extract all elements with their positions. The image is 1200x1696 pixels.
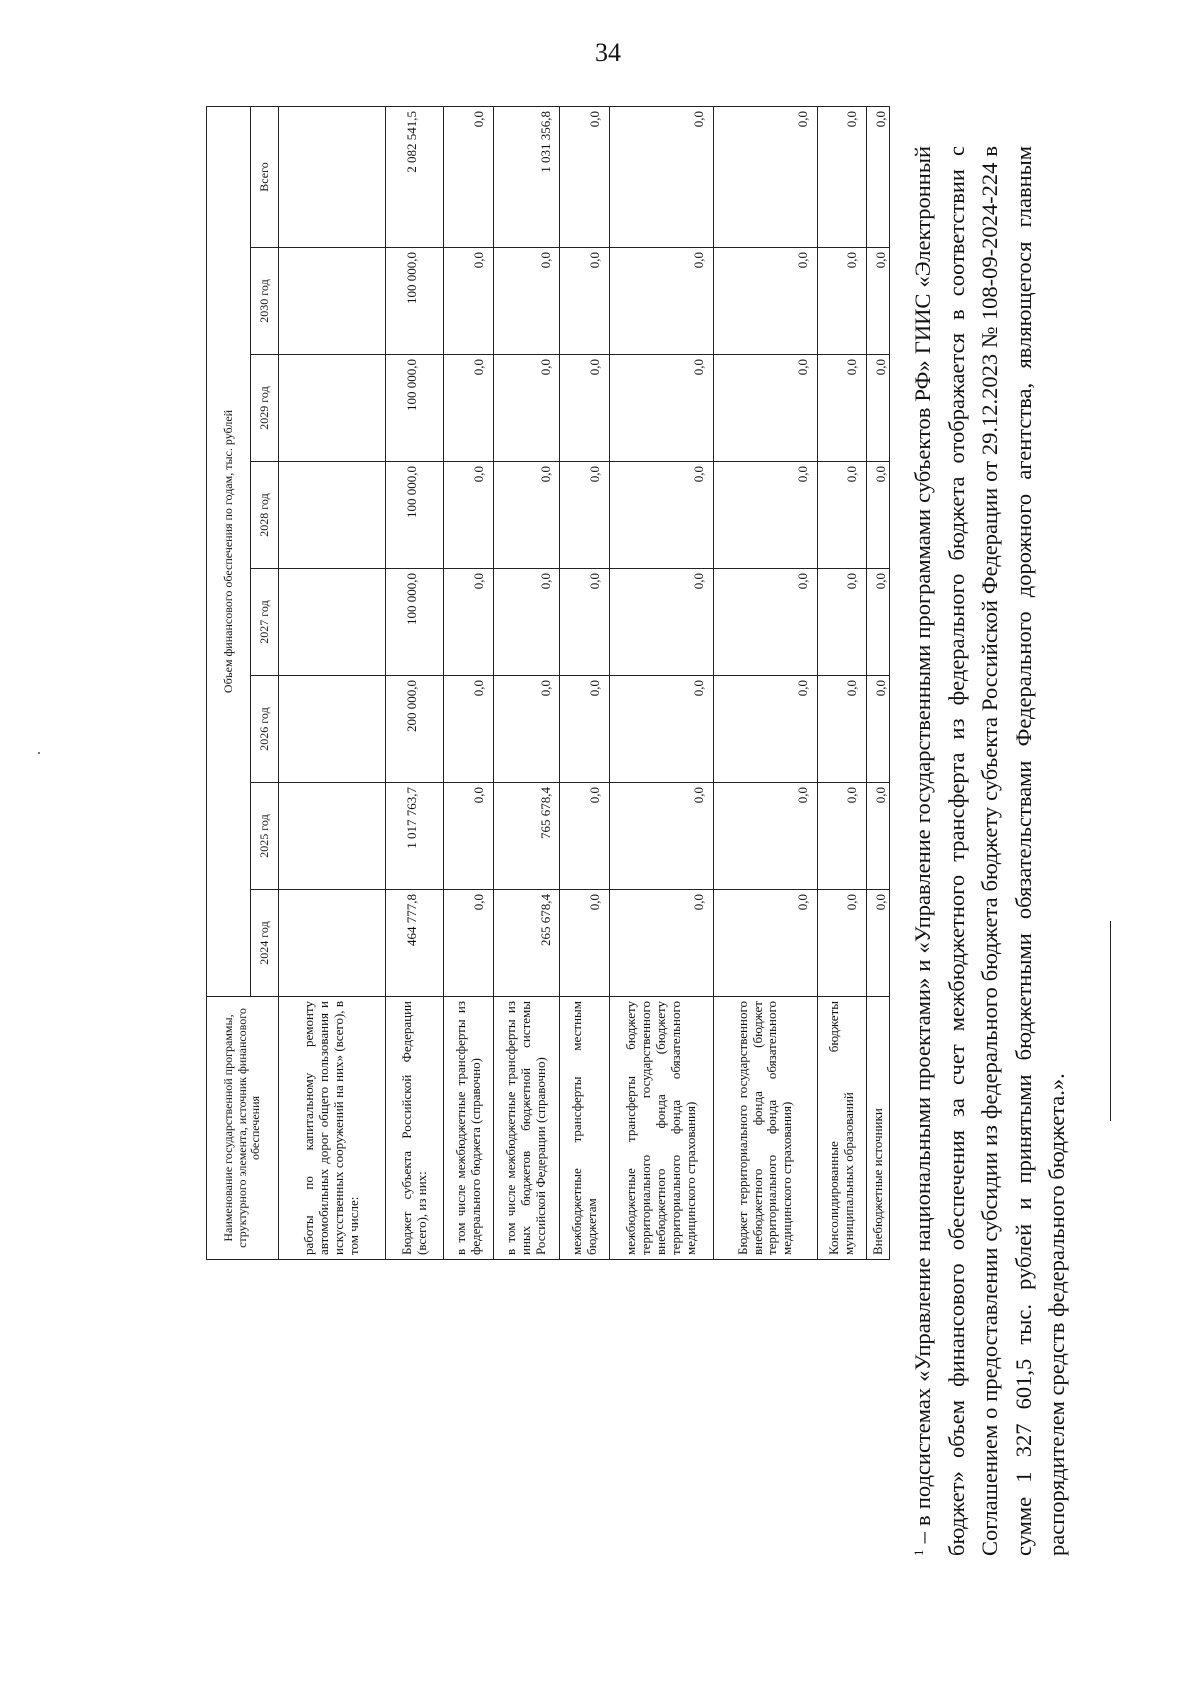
value-cell: 0,0 [867,106,890,247]
value-cell: 0,0 [493,248,560,355]
value-cell: 0,0 [713,355,817,462]
row-name-cell: в том числе межбюджетные трансферты из иных бюджетов бюджетной системы Российской Федерации (справочно) [493,997,560,1260]
value-cell: 100 000,0 [385,462,444,569]
value-cell: 0,0 [713,569,817,676]
value-cell: 0,0 [609,462,713,569]
footnote-separator [1110,921,1111,1121]
value-cell: 100 000,0 [385,355,444,462]
row-name-cell: межбюджетные трансферты бюджету территориального государственного внебюджетного фонда (бюджету территориального фонда обязательного медицинского страхования) [609,997,713,1260]
row-name-cell: Внебюджетные источники [867,997,890,1260]
value-cell: 0,0 [609,676,713,783]
value-cell: 2 082 541,5 [385,106,444,247]
value-cell [279,783,386,890]
value-cell [279,890,386,997]
value-cell: 0,0 [444,890,493,997]
table-row [867,106,890,1259]
value-cell: 0,0 [444,676,493,783]
table-row [279,106,386,1259]
value-cell: 0,0 [444,783,493,890]
value-cell: 0,0 [560,106,609,247]
financing-table [206,106,890,1260]
value-cell: 0,0 [560,462,609,569]
table-body [279,106,890,1259]
value-cell: 0,0 [609,248,713,355]
table-row [444,106,493,1259]
value-cell: 0,0 [444,106,493,247]
value-cell [279,569,386,676]
value-cell: 0,0 [609,783,713,890]
value-cell: 0,0 [713,248,817,355]
value-cell: 0,0 [817,569,866,676]
row-name-cell: Бюджет территориального государственного внебюджетного фонда (бюджет территориального фонда обязательного медицинского страхования) [713,997,817,1260]
footnote-text: – в подсистемах «Управление национальными проектами» и «Управление государственными программами субъектов РФ» ГИИС «Электронный бюджет» объем финансового обеспечения за счет межбюджетного трансферта из федерального бюджета отображается в соответствии с Соглашением о предоставлении субсидии из федерального бюджета бюджету субъекта Российской Федерации от 29.12.2023 № 108-09-2024-224 в сумме 1 327 601,5 тыс. рублей и принятыми бюджетными обязательствами Федерального дорожного агентства, являющегося главным распорядителем средств федерального бюджета.». [910,146,1070,1556]
value-cell: 0,0 [713,783,817,890]
value-cell: 0,0 [493,569,560,676]
value-cell: 1 017 763,7 [385,783,444,890]
value-cell: 100 000,0 [385,569,444,676]
year-column-header: Всего [251,106,279,247]
table-row [713,106,817,1259]
row-name-cell: Бюджет субъекта Российской Федерации (всего), из них: [385,997,444,1260]
value-cell: 0,0 [560,890,609,997]
value-cell: 0,0 [867,248,890,355]
value-cell: 0,0 [609,106,713,247]
value-cell [279,248,386,355]
footnote [906,146,1074,1556]
year-column-header: 2027 год [251,569,279,676]
year-column-header: 2029 год [251,355,279,462]
value-cell: 0,0 [817,248,866,355]
value-cell: 0,0 [817,676,866,783]
value-cell: 0,0 [713,890,817,997]
value-cell: 200 000,0 [385,676,444,783]
value-cell: 1 031 356,8 [493,106,560,247]
value-cell: 0,0 [444,248,493,355]
value-cell: 0,0 [609,569,713,676]
table-header-row [207,106,251,1259]
table-row [385,106,444,1259]
value-cell: 265 678,4 [493,890,560,997]
value-cell [279,106,386,247]
table-row [493,106,560,1259]
value-cell: 0,0 [493,462,560,569]
value-cell: 464 777,8 [385,890,444,997]
value-cell [279,462,386,569]
year-column-header: 2028 год [251,462,279,569]
value-cell: 0,0 [493,355,560,462]
value-cell: 0,0 [560,676,609,783]
value-cell: 0,0 [867,462,890,569]
value-cell: 0,0 [867,355,890,462]
value-cell: 0,0 [609,355,713,462]
value-cell: 0,0 [867,569,890,676]
row-name-cell: работы по капитальному ремонту автомобильных дорог общего пользования и искусственных сооружений на них» (всего), в том числе: [279,997,386,1260]
value-cell: 765 678,4 [493,783,560,890]
value-cell: 0,0 [817,890,866,997]
page-number: 34 [595,38,621,67]
value-cell: 0,0 [817,783,866,890]
name-column-header: Наименование государственной программы, структурного элемента, источник финансового обеспечения [207,997,279,1260]
value-cell: 0,0 [713,676,817,783]
value-cell: 0,0 [560,355,609,462]
value-cell: 0,0 [817,106,866,247]
value-cell: 0,0 [444,462,493,569]
year-column-header: 2030 год [251,248,279,355]
table-row [609,106,713,1259]
value-cell: 0,0 [493,676,560,783]
row-name-cell: Консолидированные бюджеты муниципальных образований [817,997,866,1260]
value-cell: 0,0 [817,462,866,569]
value-cell: 0,0 [817,355,866,462]
value-cell: 0,0 [609,890,713,997]
financing-group-header: Объем финансового обеспечения по годам, тыс. рублей [207,106,251,996]
row-name-cell: в том числе межбюджетные трансферты из федерального бюджета (справочно) [444,997,493,1260]
value-cell: 100 000,0 [385,248,444,355]
table-row [817,106,866,1259]
value-cell: 0,0 [444,569,493,676]
value-cell: 0,0 [560,248,609,355]
footnote-marker: 1 [911,1549,926,1556]
year-column-header: 2024 год [251,890,279,997]
year-column-header: 2026 год [251,676,279,783]
row-name-cell: межбюджетные трансферты местным бюджетам [560,997,609,1260]
value-cell: 0,0 [444,355,493,462]
value-cell [279,355,386,462]
table-row [560,106,609,1259]
year-column-header: 2025 год [251,783,279,890]
value-cell: 0,0 [713,462,817,569]
value-cell [279,676,386,783]
value-cell: 0,0 [713,106,817,247]
value-cell: 0,0 [867,890,890,997]
value-cell: 0,0 [867,676,890,783]
value-cell: 0,0 [560,783,609,890]
value-cell: 0,0 [560,569,609,676]
value-cell: 0,0 [867,783,890,890]
